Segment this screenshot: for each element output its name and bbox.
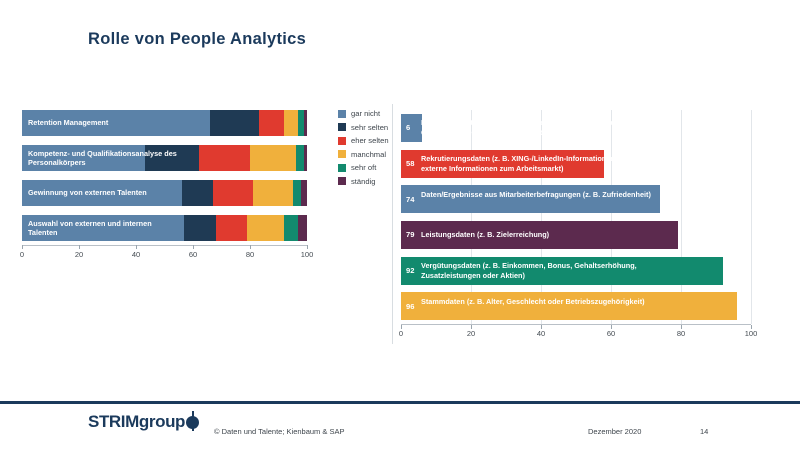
axis-tick-label: 100	[744, 329, 758, 338]
right-chart-x-axis	[398, 325, 758, 345]
axis-tick	[22, 245, 23, 249]
bar-value-label: 79	[406, 230, 415, 240]
page-title: Rolle von People Analytics	[88, 30, 307, 48]
axis-tick-label: 40	[536, 329, 546, 338]
logo-text: STRIMgroup	[88, 412, 186, 431]
stacked-bar-segment	[284, 110, 298, 136]
legend-swatch	[338, 164, 346, 172]
axis-tick-label: 0	[398, 329, 404, 338]
stacked-bar-segment	[250, 145, 296, 171]
stacked-bar-segment	[184, 215, 215, 241]
axis-tick-label: 80	[245, 250, 255, 259]
legend-label: ständig	[351, 176, 376, 186]
stacked-bar-category-label: Gewinnung von externen Talenten	[28, 188, 147, 197]
axis-tick	[193, 245, 194, 249]
axis-tick-label: 0	[19, 250, 25, 259]
bar-value-label: 6	[406, 123, 411, 133]
left-stacked-bar-chart	[19, 105, 389, 270]
legend-swatch	[338, 137, 346, 145]
axis-tick-label: 100	[300, 250, 314, 259]
stacked-bar-segment	[253, 180, 293, 206]
axis-tick-label: 20	[74, 250, 84, 259]
stacked-bar-category-label: Auswahl von externen und internen Talenten	[28, 218, 152, 237]
axis-tick-label: 60	[188, 250, 198, 259]
stacked-bar-segment	[301, 180, 307, 206]
bar-category-label: Leistungsdaten (z. B. Zielerreichung)	[421, 229, 550, 239]
logo-mark-icon	[186, 414, 202, 430]
axis-tick-label: 40	[131, 250, 141, 259]
legend-swatch	[338, 150, 346, 158]
legend-swatch	[338, 177, 346, 185]
bar-category-label: Daten/Ergebnisse aus Mitarbeiterbefragungen (z. B. Zufriedenheit)	[421, 189, 651, 199]
axis-tick-label: 80	[676, 329, 686, 338]
stacked-bar-segment	[199, 145, 250, 171]
axis-tick	[79, 245, 80, 249]
right-chart-plot	[401, 110, 751, 328]
stacked-bar-segment	[284, 215, 298, 241]
bar	[401, 114, 422, 142]
stacked-bar-segment	[293, 180, 302, 206]
footer-divider	[0, 401, 800, 404]
legend-label: sehr oft	[351, 163, 377, 172]
stacked-bar-segment	[210, 110, 258, 136]
stacked-bar-segment	[182, 180, 213, 206]
legend-label: manchmal	[351, 149, 387, 159]
legend-label: gar nicht	[351, 109, 381, 118]
stacked-bar-category-label: Kompetenz- und Qualifikationsanalyse des Personalkörpers	[28, 148, 177, 167]
legend-swatch	[338, 110, 346, 118]
bar-category-label: Beziehungsdaten (z. B. Interaktionen innerhalb von Teams, Geschäftsbereichen und Organisationsstrukturen)	[421, 118, 626, 137]
right-bar-chart	[392, 104, 775, 344]
legend-swatch	[338, 123, 346, 131]
stacked-bar-segment	[213, 180, 253, 206]
left-chart-plot	[22, 105, 307, 245]
footer-date: Dezember 2020	[588, 427, 642, 436]
stacked-bar-category-label: Retention Management	[28, 118, 109, 127]
bar-category-label: Vergütungsdaten (z. B. Einkommen, Bonus, Gehaltserhöhung, Zusatzleistungen oder Aktien)	[421, 261, 637, 280]
stacked-bar-segment	[259, 110, 285, 136]
legend-label: sehr selten	[351, 122, 389, 132]
bar-value-label: 96	[406, 301, 415, 311]
bar-category-label: Rekrutierungsdaten (z. B. XING-/LinkedIn-Informationen oder externe Informationen zum Arbeitsmarkt)	[421, 154, 633, 173]
stacked-bar-segment	[298, 215, 307, 241]
bar-value-label: 58	[406, 159, 415, 168]
left-chart-x-axis	[19, 245, 314, 267]
legend-label: eher selten	[351, 136, 389, 145]
footer-page-number: 14	[700, 427, 709, 436]
stacked-bar-segment	[216, 215, 247, 241]
stacked-bar-segment	[304, 110, 307, 136]
stacked-bar-segment	[296, 145, 305, 171]
axis-tick-label: 60	[606, 329, 616, 338]
gridline	[751, 110, 752, 324]
axis-tick-label: 20	[466, 329, 476, 338]
strimgroup-logo	[88, 412, 202, 432]
bar-category-label: Stammdaten (z. B. Alter, Geschlecht oder Betriebszugehörigkeit)	[421, 296, 645, 306]
bar-value-label: 92	[406, 266, 415, 275]
stacked-bar-segment	[304, 145, 307, 171]
bar-value-label: 74	[406, 194, 415, 204]
axis-tick	[307, 245, 308, 249]
axis-tick	[250, 245, 251, 249]
footer-credit: © Daten und Talente; Kienbaum & SAP	[214, 427, 345, 436]
axis-tick	[136, 245, 137, 249]
stacked-bar-segment	[247, 215, 284, 241]
